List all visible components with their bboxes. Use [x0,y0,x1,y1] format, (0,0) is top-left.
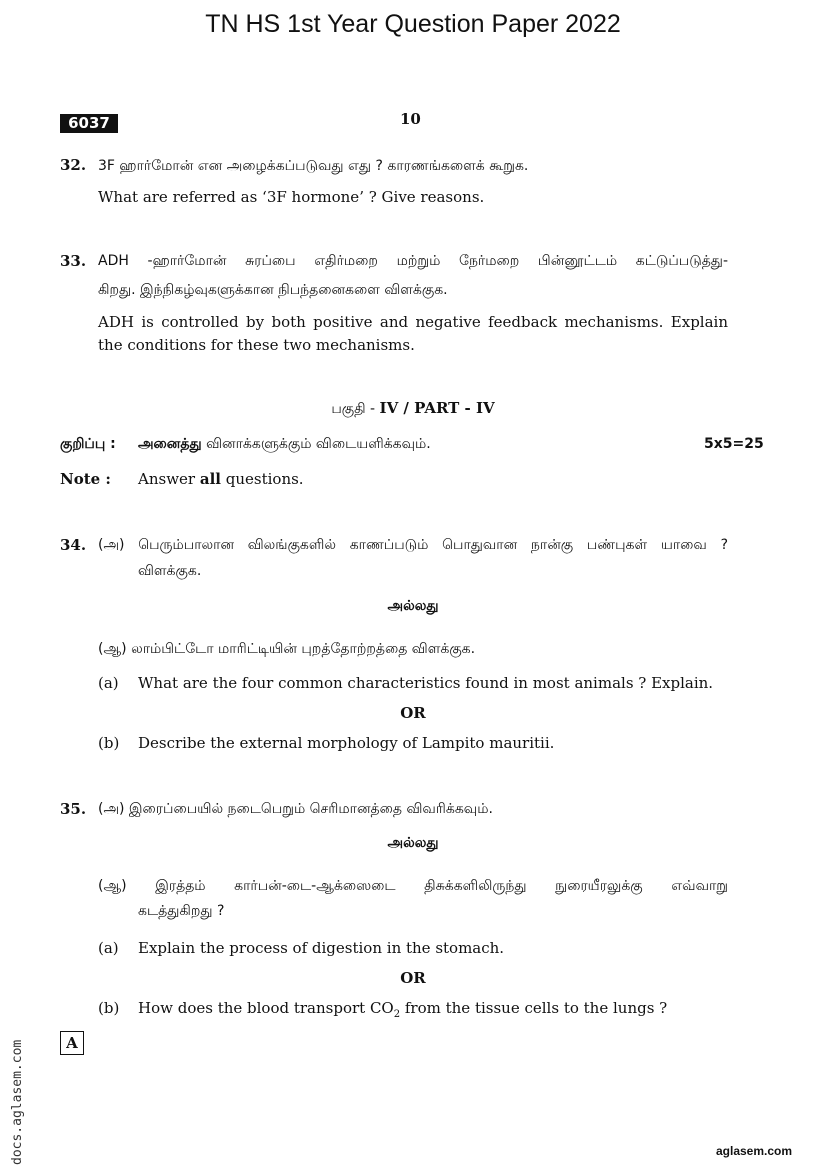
q35-option-b-label: (b) [98,999,120,1017]
note-tamil-text [138,436,431,454]
q35-option-a-text: Explain the process of digestion in the stomach. [138,939,505,957]
q34-tamil-b: (ஆ) லாம்பிட்டோ மாரிட்டியின் புறத்தோற்றத்தை விளக்குக. [98,641,476,657]
page-number: 10 [400,110,421,128]
q33-english-line-1: ADH is controlled by both positive and negative feedback mechanisms. Explain [98,313,728,331]
note-tamil-bold: அனைத்து [138,436,202,452]
q35-option-a-label: (a) [98,939,119,957]
marks-total: 5x5=25 [704,436,764,452]
paper-code-badge: 6037 [60,114,118,133]
q34-option-b-text: Describe the external morphology of Lampito mauritii. [138,734,555,752]
q33-tamil-line-2: கிறது. இந்நிகழ்வுகளுக்கான நிபந்தனைகளை விளக்குக. [98,282,448,298]
q35-option-b-text [138,999,668,1020]
q35-tamil-b-line-2: கடத்துகிறது ? [138,903,225,919]
question-number-33: 33. [60,252,87,270]
note-english-pre: Answer [138,470,200,488]
question-number-34: 34. [60,536,87,554]
q35-or-tamil: அல்லது [387,835,439,851]
footer-site-link[interactable]: aglasem.com [716,1144,793,1158]
part-heading [0,398,826,419]
note-tamil-label: குறிப்பு : [60,436,116,452]
q35-tamil-a: (அ) இரைப்பையில் நடைபெறும் செரிமானத்தை விவரிக்கவும். [98,801,493,817]
q35-or-english: OR [400,969,426,987]
note-english-text [138,470,304,488]
q35-option-b-post: from the tissue cells to the lungs ? [400,999,668,1017]
q34-tamil-a-line-1: (அ) பெரும்பாலான விலங்குகளில் காணப்படும் பொதுவான நான்கு பண்புகள் யாவை ? [98,537,728,553]
question-number-35: 35. [60,800,87,818]
page-title: TN HS 1st Year Question Paper 2022 [205,10,621,38]
side-watermark: docs.aglasem.com [10,1039,25,1165]
q33-english-line-2: the conditions for these two mechanisms. [98,336,415,354]
note-tamil-rest: வினாக்களுக்கும் விடையளிக்கவும். [206,436,431,452]
q34-or-english: OR [400,704,426,722]
q32-tamil-text: 3F ஹார்மோன் என அழைக்கப்படுவது எது ? காரணங்களைக் கூறுக. [98,158,529,174]
q34-option-a-text: What are the four common characteristics found in most animals ? Explain. [138,674,714,692]
question-number-32: 32. [60,156,87,174]
note-english-post: questions. [220,470,304,488]
q35-option-b-subscript: 2 [393,1009,401,1020]
q32-english-text: What are referred as ‘3F hormone’ ? Give reasons. [98,188,485,206]
q35-option-b-pre: How does the blood transport CO [138,999,394,1017]
version-letter-box: A [60,1031,84,1055]
note-english-bold: all [199,470,221,488]
q34-option-a-label: (a) [98,674,119,692]
q34-tamil-a-line-2: விளக்குக. [138,563,202,579]
q34-option-b-label: (b) [98,734,120,752]
note-english-label: Note : [60,470,111,488]
part-heading-english: IV / PART - IV [379,399,495,417]
part-heading-tamil: பகுதி - [331,401,380,417]
q34-or-tamil: அல்லது [387,598,439,614]
q33-tamil-line-1: ADH -ஹார்மோன் சுரப்பை எதிர்மறை மற்றும் நேர்மறை பின்னூட்டம் கட்டுப்படுத்து- [98,253,728,269]
q35-tamil-b-line-1: (ஆ) இரத்தம் கார்பன்-டை-ஆக்ஸைடை திசுக்களிலிருந்து நுரையீரலுக்கு எவ்வாறு [98,878,728,894]
